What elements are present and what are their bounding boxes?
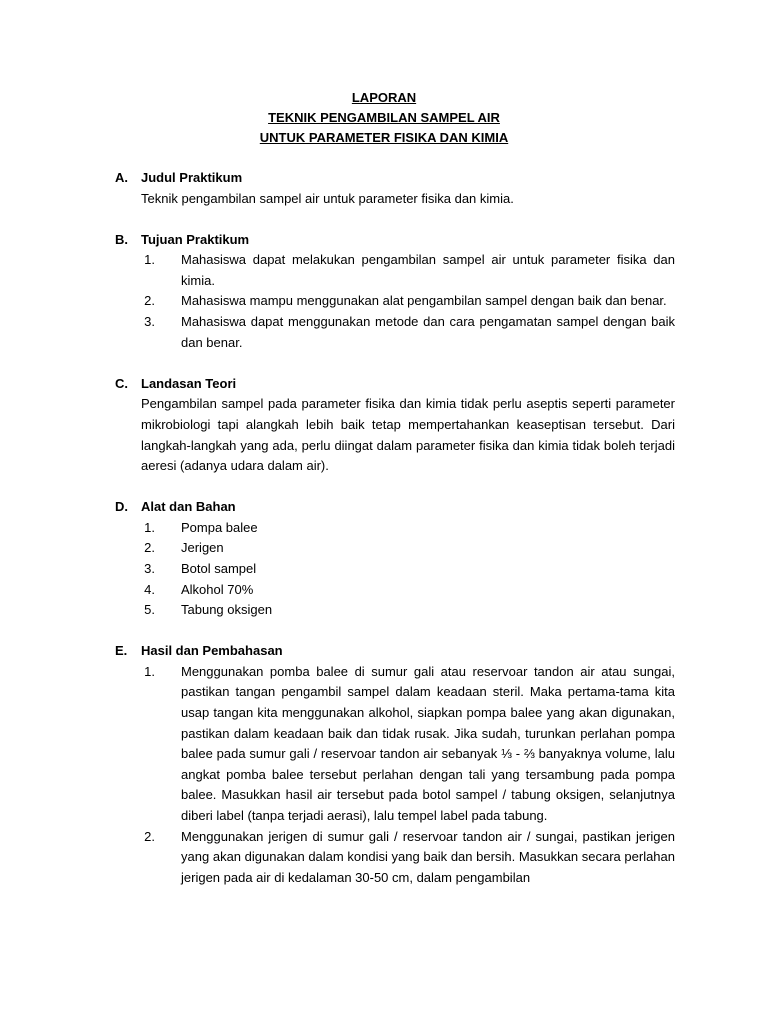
section-paragraph: Pengambilan sampel pada parameter fisika dan kimia tidak perlu aseptis seperti parameter mikrobiologi tapi alangkah lebih baik tetap mempertahankan keaseptisan tersebut. Dari langkah-langkah yang ada, perlu diingat dalam parameter fisika dan kimia tidak boleh terjadi aeresi (adanya udara dalam air). xyxy=(141,396,675,474)
title-sub: UNTUK PARAMETER FISIKA DAN KIMIA xyxy=(259,130,509,145)
numbered-list xyxy=(141,250,675,353)
section-title: Landasan Teori xyxy=(141,375,237,391)
section-hasil-dan-pembahasan xyxy=(115,641,675,888)
list-number: 4. xyxy=(144,581,155,597)
list-number: 5. xyxy=(144,602,155,618)
list-number: 1. xyxy=(144,252,155,268)
list-item xyxy=(141,538,675,559)
list-item xyxy=(141,827,675,889)
section-alat-dan-bahan xyxy=(115,497,675,621)
list-item xyxy=(141,600,675,621)
list-text: Menggunakan pomba balee di sumur gali atau reservoar tandon air atau sungai, pastikan tangan pengambil sampel dalam keadaan steril. Maka pertama-tama kita usap tangan kita menggunakan alkohol, siapkan pompa balee yang akan digunakan, pastikan dalam keadaan baik dan tidak rusak. Jika sudah, turunkan perlahan pompa balee pada sumur gali / reservoar tandon air sebanyak ⅓ - ⅔ banyaknya volume, lalu angkat pomba balee tersebut perlahan dengan tali yang tersambung pada pompa balee. Masukkan hasil air tersebut pada botol sampel / tabung oksigen, selanjutnya diberi label (tanpa terjadi aerasi), lalu tempel label pada tabung. xyxy=(181,663,675,824)
numbered-list xyxy=(141,518,675,621)
section-letter: C. xyxy=(115,375,128,391)
section-heading xyxy=(115,497,675,518)
document-body xyxy=(115,168,675,909)
list-item xyxy=(141,518,675,539)
section-heading xyxy=(115,168,675,189)
list-item xyxy=(141,662,675,827)
list-number: 3. xyxy=(144,561,155,576)
list-number: 1. xyxy=(144,663,155,679)
list-text: Mahasiswa dapat melakukan pengambilan sampel air untuk parameter fisika dan kimia. xyxy=(181,252,675,288)
list-text: Menggunakan jerigen di sumur gali / reservoar tandon air / sungai, pastikan jerigen yang akan digunakan dalam kondisi yang baik dan bersih. Masukkan secara perlahan jerigen pada air di kedalaman 30-50 cm, dalam pengambilan xyxy=(181,828,675,885)
title-laporan: LAPORAN xyxy=(351,90,417,105)
section-title: Alat dan Bahan xyxy=(141,499,236,515)
list-text: Jerigen xyxy=(181,540,224,556)
section-title: Judul Praktikum xyxy=(141,170,243,185)
section-heading xyxy=(115,230,675,251)
document-title-block xyxy=(0,88,768,148)
numbered-list xyxy=(141,662,675,889)
list-text: Mahasiswa dapat menggunakan metode dan cara pengamatan sampel dengan baik dan benar. xyxy=(181,314,675,350)
list-number: 3. xyxy=(144,314,155,330)
section-tujuan-praktikum xyxy=(115,230,675,354)
list-text: Alkohol 70% xyxy=(181,581,254,597)
section-letter: A. xyxy=(115,170,128,185)
section-landasan-teori xyxy=(115,374,675,477)
list-number: 2. xyxy=(144,828,155,844)
list-number: 2. xyxy=(144,293,155,309)
list-number: 1. xyxy=(144,519,155,535)
list-item xyxy=(141,312,675,353)
list-item xyxy=(141,580,675,601)
list-number: 2. xyxy=(144,540,155,556)
list-text: Pompa balee xyxy=(181,519,258,535)
list-item xyxy=(141,250,675,291)
section-letter: B. xyxy=(115,231,128,247)
section-judul-praktikum xyxy=(115,168,675,209)
list-text: Tabung oksigen xyxy=(181,602,273,618)
section-letter: D. xyxy=(115,499,128,515)
section-heading xyxy=(115,374,675,395)
list-item xyxy=(141,559,675,580)
list-text: Mahasiswa mampu menggunakan alat pengambilan sampel dengan baik dan benar. xyxy=(181,293,667,309)
section-paragraph: Teknik pengambilan sampel air untuk parameter fisika dan kimia. xyxy=(141,190,514,206)
section-title: Tujuan Praktikum xyxy=(141,231,250,247)
list-item xyxy=(141,291,675,312)
section-heading xyxy=(115,641,675,662)
title-main: TEKNIK PENGAMBILAN SAMPEL AIR xyxy=(268,110,500,125)
list-text: Botol sampel xyxy=(181,561,257,576)
section-letter: E. xyxy=(115,643,128,659)
section-title: Hasil dan Pembahasan xyxy=(141,643,283,659)
